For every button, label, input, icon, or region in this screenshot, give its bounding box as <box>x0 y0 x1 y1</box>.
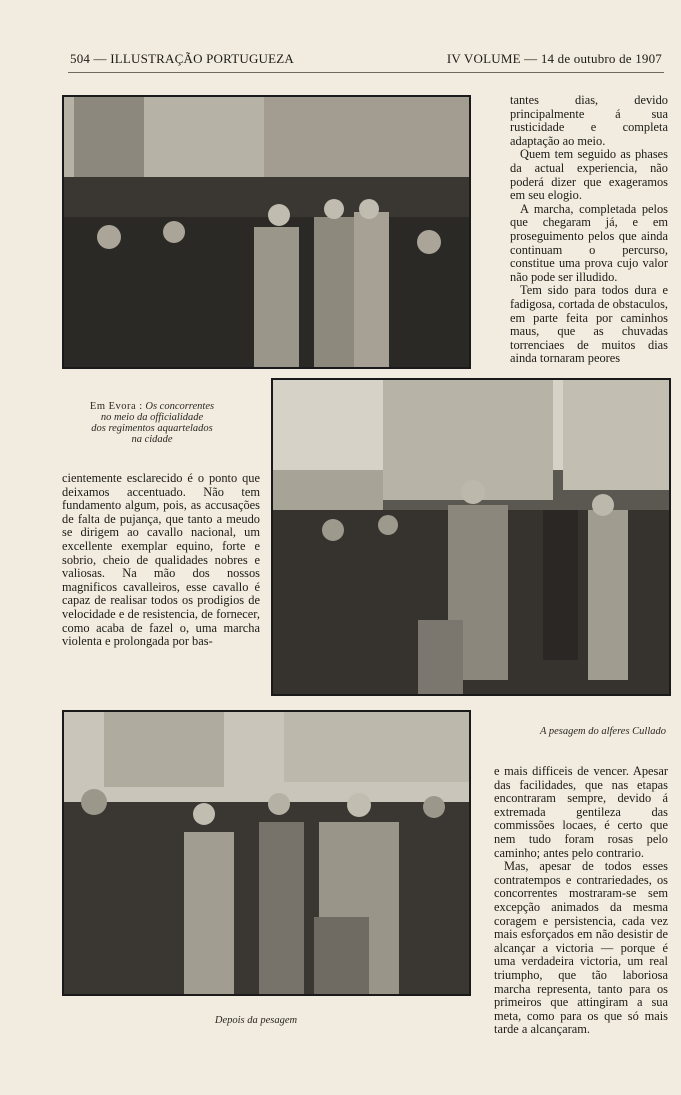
paragraph: A marcha, completada pelos que chegaram já, e em proseguimento pelos que ainda continuam o percurso, constitue uma prova cujo valor não pode ser illudido. <box>510 201 668 284</box>
paragraph: cientemente esclarecido é o ponto que deixamos accentuado. Não tem fundamento algum, pois, as accusações de falta de pujança, que tanto a meudo se dirigem ao cavallo nacional, um excellente exemplar equino, forte e sobrio, cheio de qualidades nobres e valiosas. Na mão dos nossos magnificos cavalleiros, esse cavallo é capaz de realisar todos os prodigios de velocidade e de resistencia, de fornecer, como acaba de fazel o, uma marcha violenta e prolongada por bas- <box>62 471 260 649</box>
paragraph: e mais difficeis de vencer. Apesar das facilidades, que nas etapas encontraram sempre, devido á extremada gentileza das commissões locaes, é certo que nem tudo foram rosas pelo caminho; antes pelo contrario. <box>494 764 668 860</box>
photo-officers-crowd <box>62 95 471 369</box>
text-column-left-mid <box>62 472 260 649</box>
caption-line: na cidade <box>131 434 173 445</box>
paragraph: Tem sido para todos dura e fadigosa, cortada de obstaculos, em parte feita por caminhos maus, que as chuvadas torrenciaes de muitos dias ainda tornaram peores <box>510 283 668 366</box>
paragraph: tantes dias, devido principalmente á sua rusticidade e completa adaptação ao meio. <box>510 93 668 148</box>
paragraph: Mas, apesar de todos esses contratempos e contrariedades, os concorrentes mostraram-se sem excepção animados da mesma coragem e persistencia, cada vez mais esforçados em não desistir de alcançar a victoria — porque é uma verdadeira victoria, um real triumpho, que tão laboriosa marcha representa, tanto para os primeiros que attingiram a sua meta, como para os que só mais tarde a alcançaram. <box>494 859 668 1037</box>
caption-pesagem <box>500 726 666 737</box>
caption-depois <box>62 1015 450 1026</box>
caption-evora <box>70 401 234 445</box>
caption-lead: Em Evora : <box>89 401 143 412</box>
header-issue-date: IV VOLUME — 14 de outubro de 1907 <box>446 51 662 66</box>
caption-line: Os concorrentes <box>145 401 215 412</box>
text-column-right-top <box>510 94 668 366</box>
caption-line: Depois da pesagem <box>214 1015 298 1026</box>
page-header <box>70 51 662 69</box>
caption-line: dos regimentos aquartelados <box>91 423 213 434</box>
photo-after-weighing <box>62 710 471 996</box>
photo-weighing <box>271 378 671 696</box>
caption-line: A pesagem do alferes Cullado <box>540 726 666 737</box>
header-rule <box>68 72 664 73</box>
header-title: 504 — ILLUSTRAÇÃO PORTUGUEZA <box>70 51 295 66</box>
paragraph: Quem tem seguido as phases da actual experiencia, não poderá dizer que exageramos em seu elogio. <box>510 147 668 203</box>
caption-line: no meio da officialidade <box>100 412 204 423</box>
text-column-right-bottom <box>494 765 668 1037</box>
